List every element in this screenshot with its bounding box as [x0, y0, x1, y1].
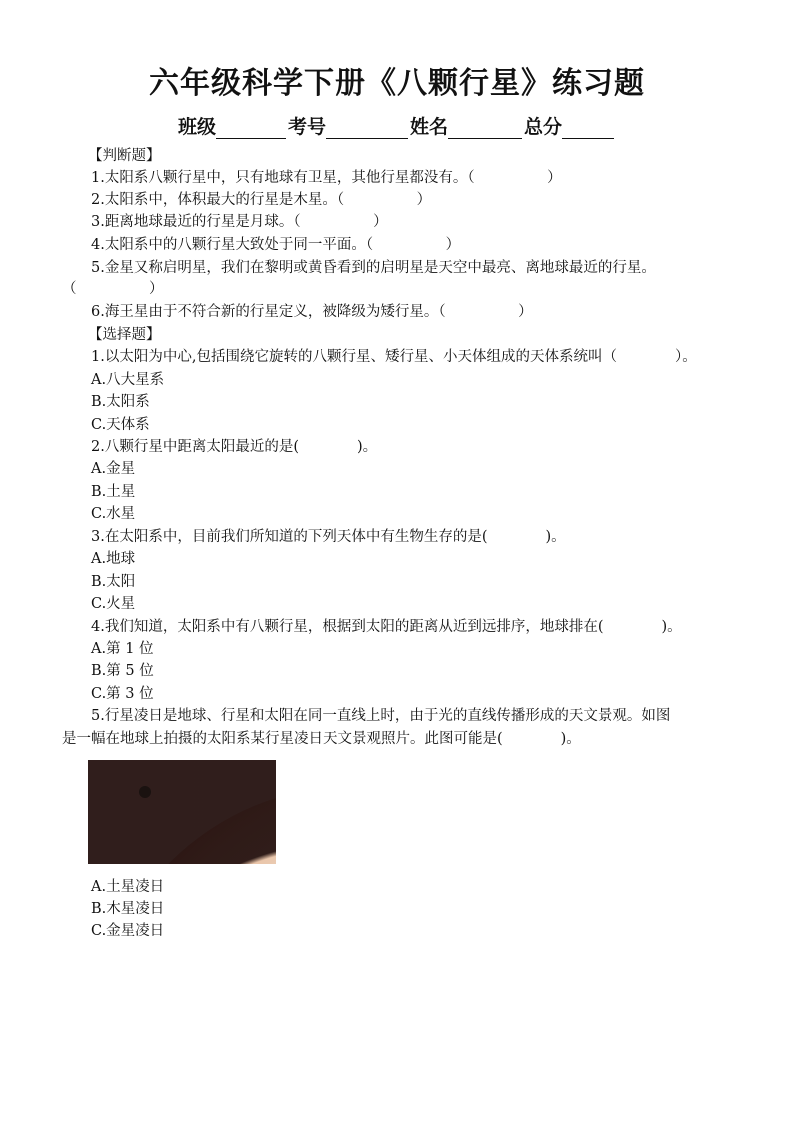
page-title: 六年级科学下册《八颗行星》练习题 [149, 66, 645, 101]
choice-2-option-a: A.金星 [91, 461, 136, 477]
class-blank [216, 120, 286, 139]
choice-1-option-c: C.天体系 [91, 417, 150, 433]
judge-question-5: 5.金星又称启明星，我们在黎明或黄昏看到的启明星是天空中最亮、离地球最近的行星。 [91, 260, 656, 276]
section-heading-judge: 【判断题】 [88, 148, 161, 164]
judge-question-3: 3.距离地球最近的行星是月球。（ ） [91, 214, 388, 230]
choice-question-3: 3.在太阳系中，目前我们所知道的下列天体中有生物生存的是( )。 [91, 529, 566, 545]
score-blank [562, 120, 614, 139]
choice-question-5-continuation: 是一幅在地球上拍摄的太阳系某行星凌日天文景观照片。此图可能是( )。 [62, 731, 581, 747]
choice-2-option-c: C.水星 [91, 506, 136, 522]
choice-1-option-b: B.太阳系 [91, 394, 150, 410]
exam-number-blank [326, 120, 408, 139]
choice-4-option-c: C.第 3 位 [91, 686, 154, 702]
name-label: 姓名 [410, 116, 449, 138]
choice-5-option-c: C.金星凌日 [91, 923, 165, 939]
section-heading-choice: 【选择题】 [88, 327, 161, 343]
dark-sky [88, 760, 276, 864]
judge-question-2: 2.太阳系中，体积最大的行星是木星。（ ） [91, 192, 432, 208]
transiting-planet [139, 786, 151, 798]
class-label: 班级 [177, 116, 216, 138]
name-blank [448, 120, 522, 139]
judge-question-1: 1.太阳系八颗行星中，只有地球有卫星，其他行星都没有。（ ） [91, 170, 562, 186]
student-info-line [0, 112, 794, 139]
choice-4-option-a: A.第 1 位 [91, 641, 154, 657]
choice-question-4: 4.我们知道，太阳系中有八颗行星，根据到太阳的距离从近到远排序，地球排在( )。 [91, 619, 682, 635]
judge-question-6: 6.海王星由于不符合新的行星定义，被降级为矮行星。（ ） [91, 304, 533, 320]
judge-question-5-blank: （ ） [62, 281, 164, 297]
choice-4-option-b: B.第 5 位 [91, 663, 154, 679]
score-label: 总分 [524, 116, 563, 138]
choice-1-option-a: A.八大星系 [91, 372, 165, 388]
planet-transit-photo [88, 760, 276, 864]
exam-number-label: 考号 [287, 116, 326, 138]
choice-3-option-a: A.地球 [91, 551, 136, 567]
choice-question-1: 1.以太阳为中心,包括围绕它旋转的八颗行星、矮行星、小天体组成的天体系统叫（ ）。 [91, 349, 697, 365]
judge-question-4: 4.太阳系中的八颗行星大致处于同一平面。（ ） [91, 237, 461, 253]
choice-question-5: 5.行星凌日是地球、行星和太阳在同一直线上时，由于光的直线传播形成的天文景观。如图 [91, 708, 671, 724]
choice-3-option-b: B.太阳 [91, 574, 136, 590]
choice-5-option-b: B.木星凌日 [91, 901, 165, 917]
choice-2-option-b: B.土星 [91, 484, 136, 500]
choice-question-2: 2.八颗行星中距离太阳最近的是( )。 [91, 439, 378, 455]
choice-5-option-a: A.土星凌日 [91, 879, 165, 895]
choice-3-option-c: C.火星 [91, 596, 136, 612]
